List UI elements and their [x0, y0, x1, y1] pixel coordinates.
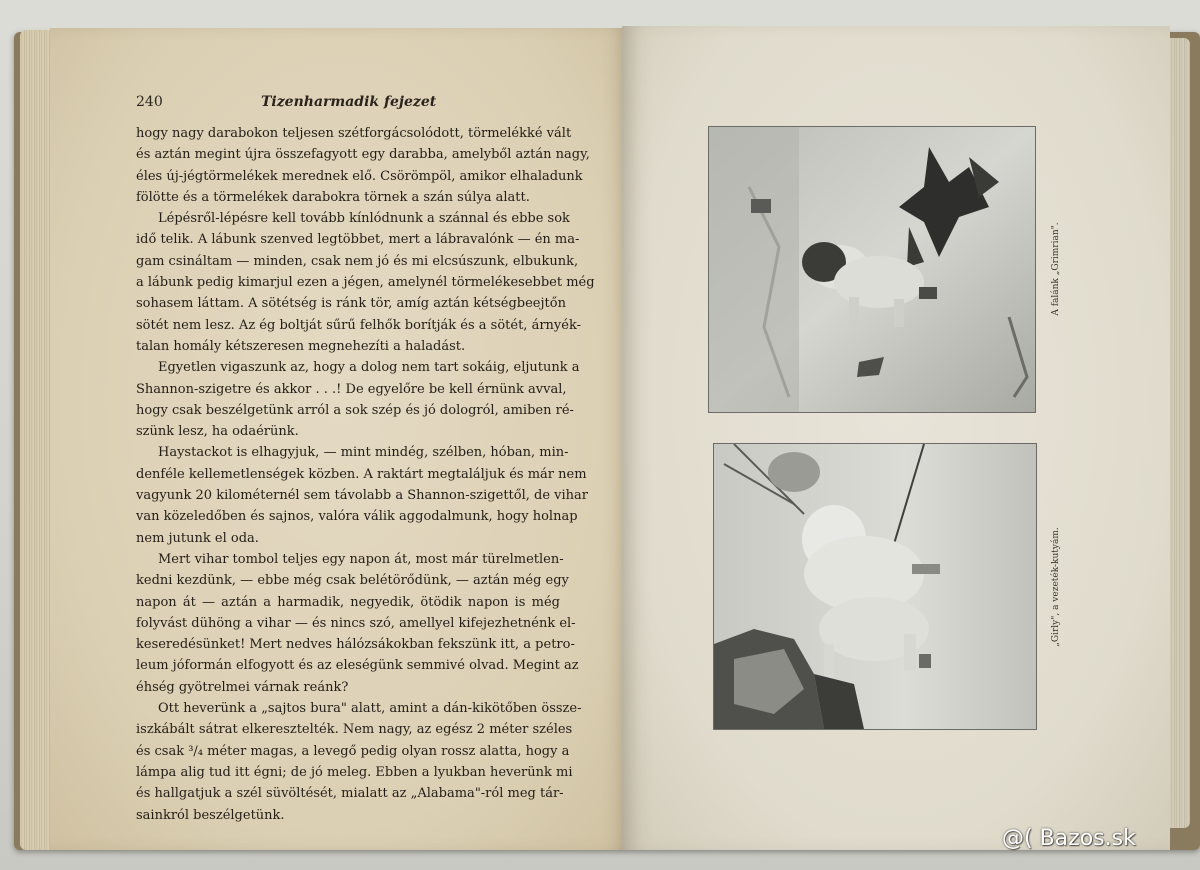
- text-line: és hallgatjuk a szél süvöltését, mialatt az „Alabama"-ról meg tár-: [136, 786, 564, 802]
- photo-plate-top: [708, 126, 1036, 413]
- text-line: folyvást dühöng a vihar — és nincs szó, amellyel kifejezhetnénk el-: [136, 615, 576, 631]
- text-line: kedni kezdünk, — ebbe még csak belétörődünk, — aztán még egy: [136, 573, 569, 589]
- text-line: idő telik. A lábunk szenved legtöbbet, mert a lábravalónk — én ma-: [136, 232, 580, 248]
- caption-top: A falánk „Grimrian".: [1051, 222, 1061, 316]
- text-line: hogy csak beszélgetünk arról a sok szép és jó dologról, amiben ré-: [136, 402, 574, 418]
- photo-dog-grimrian: [709, 127, 1035, 412]
- text-line: Haystackot is elhagyjuk, — mint mindég, szélben, hóban, min-: [158, 445, 569, 461]
- body-text: [136, 123, 595, 826]
- chapter-title: Tizenharmadik fejezet: [261, 94, 437, 110]
- text-line: iszkábált sátrat elkeresztelték. Nem nagy, az egész 2 méter széles: [136, 722, 573, 738]
- caption-bottom: „Girly", a vezeték-kutyám.: [1051, 527, 1061, 647]
- text-line: Egyetlen vigaszunk az, hogy a dolog nem tart sokáig, eljutunk a: [158, 360, 580, 376]
- text-line: és csak ³/₄ méter magas, a levegő pedig olyan rossz alatta, hogy a: [136, 743, 570, 759]
- text-line: gam csináltam — minden, csak nem jó és mi elcsúszunk, elbukunk,: [136, 253, 579, 269]
- text-line: sainkról beszélgetünk.: [136, 807, 285, 823]
- text-line: talan homály kétszeresen megnehezíti a haladást.: [136, 338, 466, 354]
- photo-dog-girly: [714, 444, 1036, 729]
- text-line: vagyunk 20 kilométernél sem távolabb a Shannon-szigettől, de vihar: [136, 488, 588, 504]
- text-line: és aztán megint újra összefagyott egy darabba, amelyből aztán nagy,: [136, 147, 590, 163]
- text-line: sötét nem lesz. Az ég boltját sűrű felhők borítják és a sötét, árnyék-: [136, 317, 581, 333]
- running-head: [136, 94, 586, 114]
- text-line: lámpa alig tud itt égni; de jó meleg. Ebben a lyukban heverünk mi: [136, 764, 573, 780]
- text-line: Ott heverünk a „sajtos bura" alatt, amint a dán-kikötőben össze-: [158, 701, 582, 717]
- text-line: sohasem láttam. A sötétség is ránk tör, amíg aztán kétségbeejtőn: [136, 296, 566, 312]
- page-number: 240: [136, 94, 163, 110]
- text-line: van közeledőben és sajnos, valóra válik aggodalmunk, hogy holnap: [136, 509, 578, 525]
- text-line: fölötte és a törmelékek darabokra törnek a szán súlya alatt.: [136, 189, 530, 205]
- text-line: denféle kellemetlenségek közben. A raktárt megtaláljuk és már nem: [136, 466, 587, 482]
- text-line: a lábunk pedig kimarjul ezen a jégen, amelynél törmelékesebbet még: [136, 275, 595, 291]
- text-line: Shannon-szigetre és akkor . . .! De egyelőre be kell érnünk avval,: [136, 381, 567, 397]
- text-line: nem jutunk el oda.: [136, 530, 259, 546]
- text-line: éles új-jégtörmelékek merednek elő. Csörömpöl, amikor elhaladunk: [136, 168, 583, 184]
- text-line: napon át — aztán a harmadik, negyedik, ötödik napon is még: [136, 594, 560, 610]
- text-line: szünk lesz, ha odaérünk.: [136, 424, 299, 440]
- text-line: Lépésről-lépésre kell tovább kínlódnunk a szánnal és ebbe sok: [158, 211, 570, 227]
- text-line: éhség gyötrelmei várnak reánk?: [136, 679, 349, 695]
- photo-plate-bottom: [713, 443, 1037, 730]
- text-line: leum jóformán elfogyott és az eleségünk semmivé olvad. Megint az: [136, 658, 579, 674]
- text-line: hogy nagy darabokon teljesen szétforgácsolódott, törmelékké vált: [136, 126, 572, 141]
- bazos-watermark: @( Bazos.sk: [1002, 826, 1136, 851]
- text-line: keseredésünket! Mert nedves hálózsákokban fekszünk itt, a petro-: [136, 637, 575, 653]
- text-line: Mert vihar tombol teljes egy napon át, most már türelmetlen-: [158, 551, 564, 567]
